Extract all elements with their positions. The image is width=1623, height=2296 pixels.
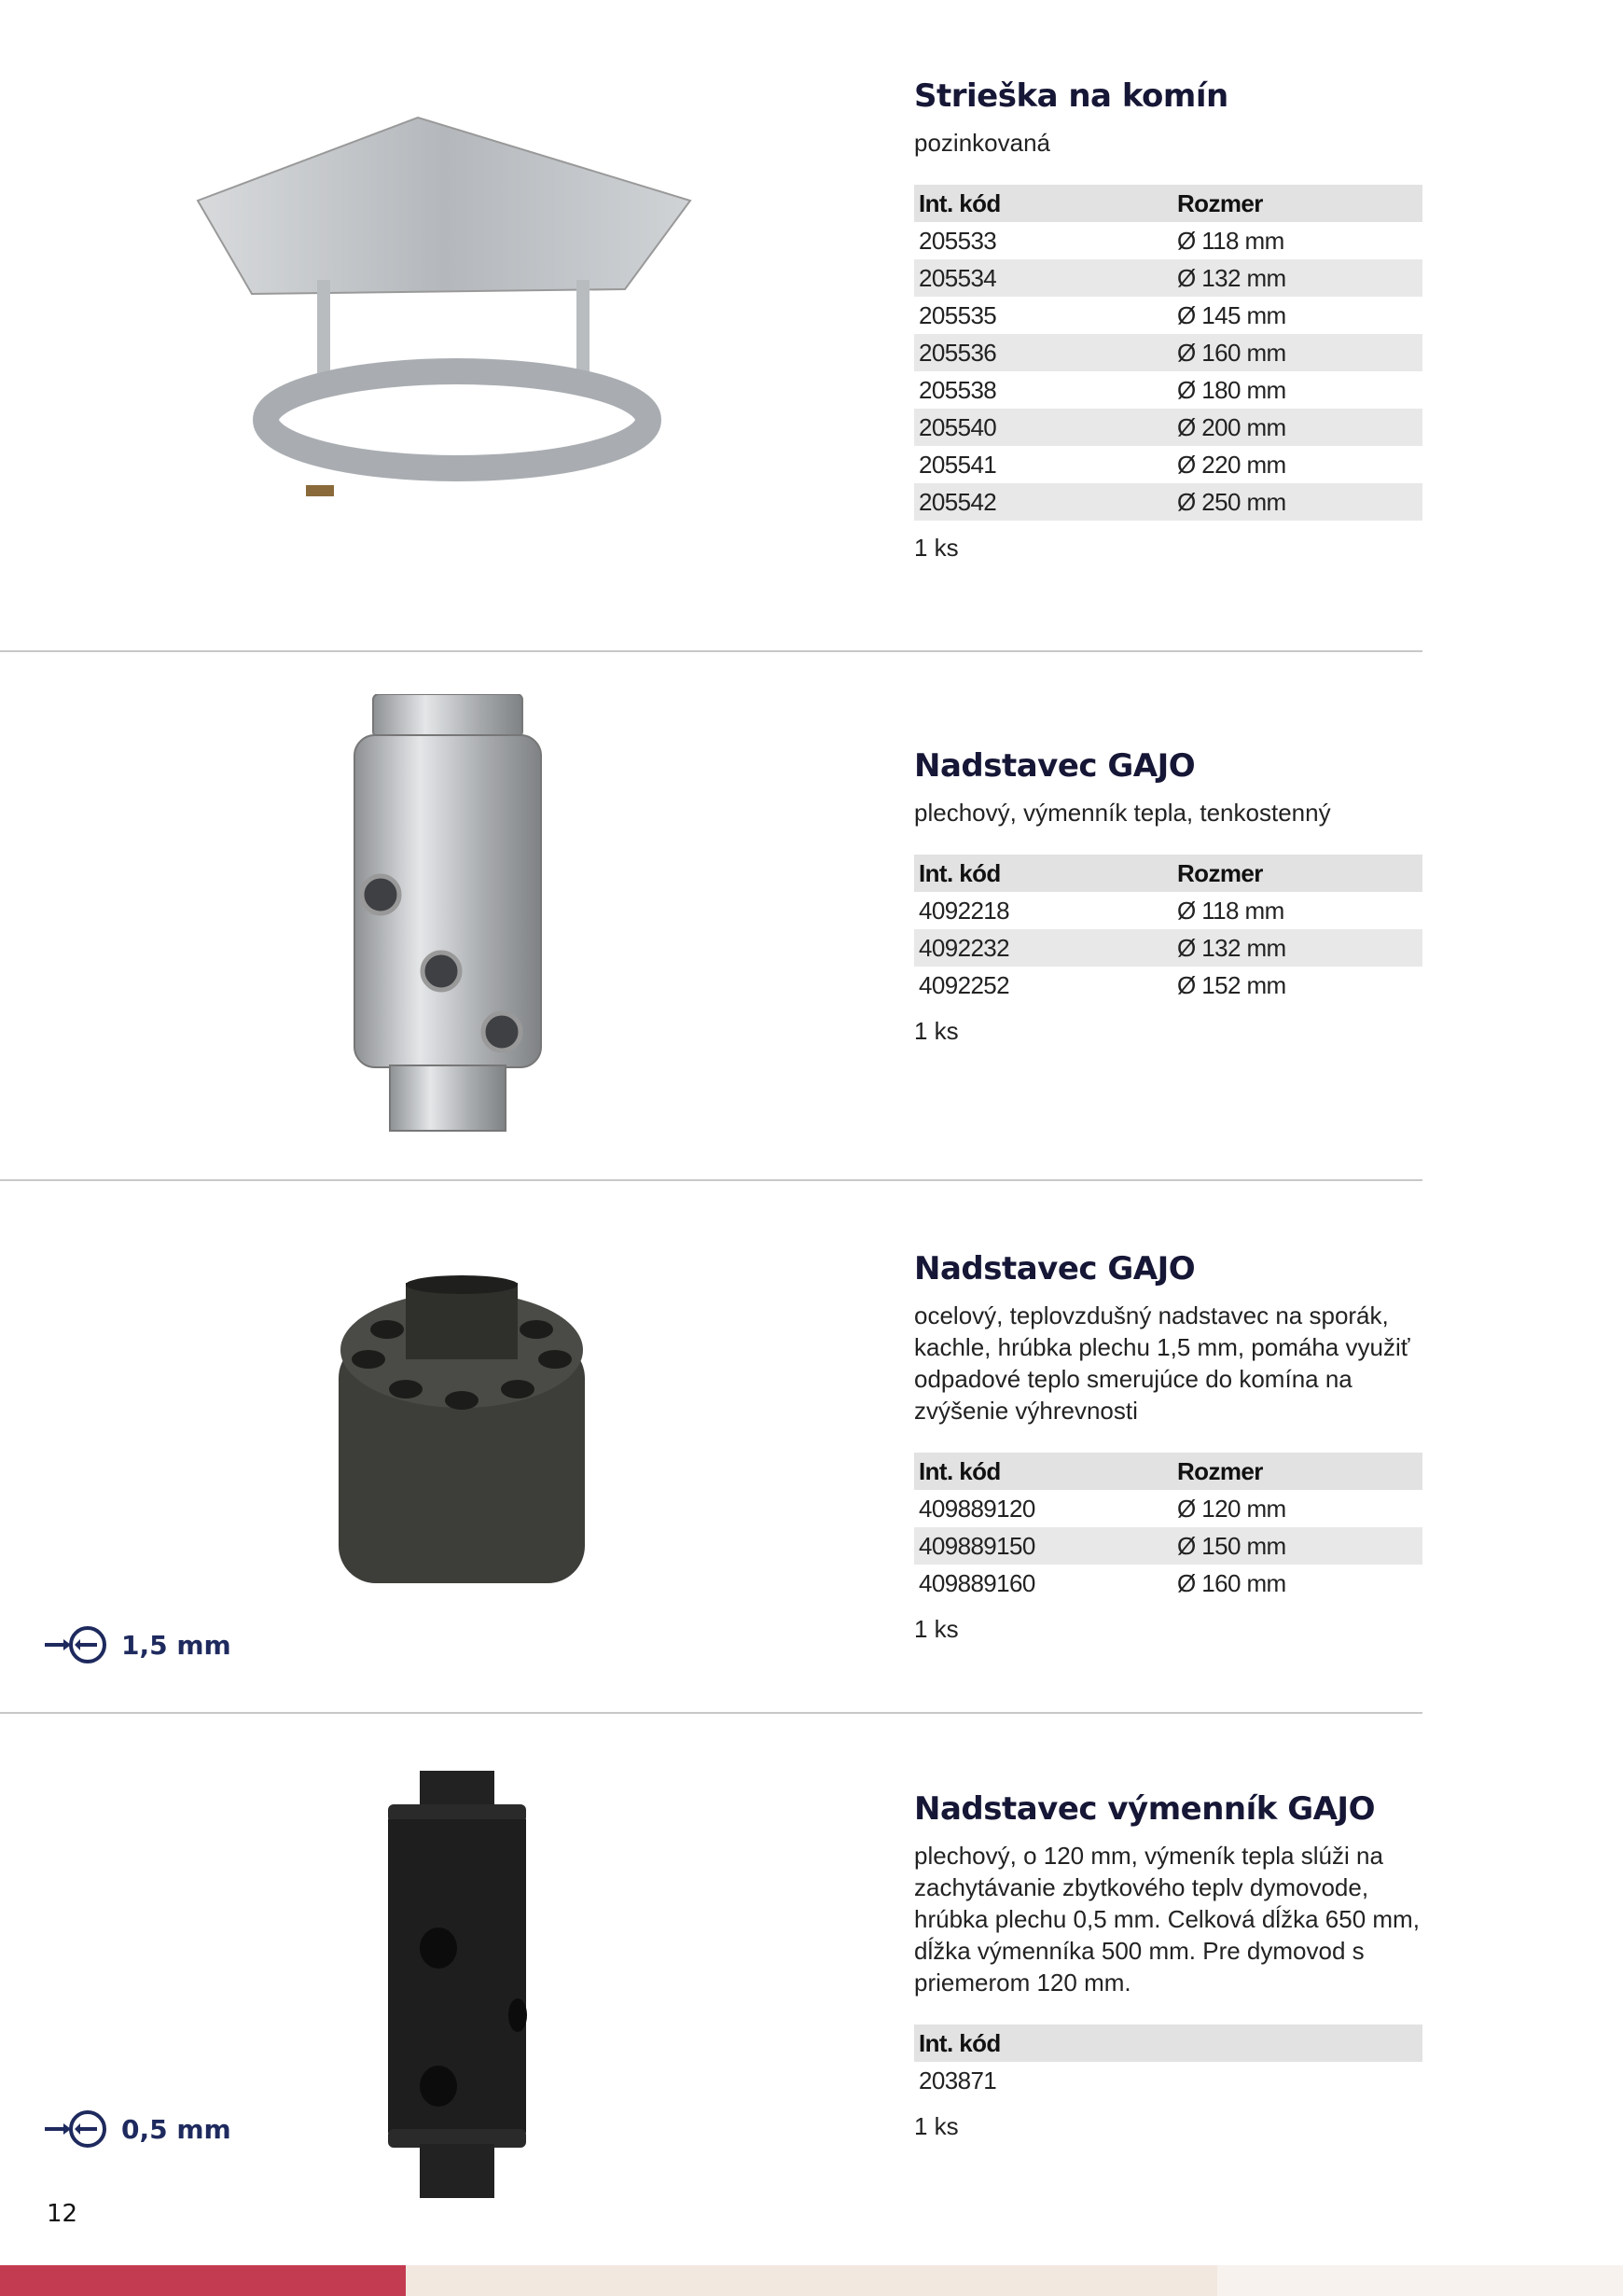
table-row bbox=[914, 2062, 1422, 2099]
table-row bbox=[914, 446, 1422, 483]
table-row bbox=[914, 1490, 1422, 1527]
size-cell: Ø 250 mm bbox=[1172, 483, 1422, 521]
table-row bbox=[914, 409, 1422, 446]
code-cell: 205534 bbox=[914, 259, 1172, 297]
table-row bbox=[914, 222, 1422, 259]
code-cell: 409889160 bbox=[919, 1569, 1035, 1597]
thickness-icon bbox=[43, 1624, 108, 1665]
code-cell: 205540 bbox=[914, 409, 1172, 446]
product-title: Nadstavec GAJO bbox=[914, 1250, 1196, 1287]
code-cell: 205535 bbox=[919, 301, 997, 329]
code-cell: 205541 bbox=[919, 451, 997, 479]
footer-bar-2 bbox=[406, 2265, 812, 2296]
code-cell: 4092218 bbox=[919, 897, 1010, 925]
code-cell: 203871 bbox=[919, 2066, 997, 2094]
header-code: Int. kód bbox=[914, 855, 1172, 892]
table-row bbox=[914, 1565, 1422, 1602]
header-size: Rozmer bbox=[1172, 1453, 1422, 1490]
table-row bbox=[914, 967, 1422, 1004]
header-size: Rozmer bbox=[1172, 855, 1422, 892]
section-divider bbox=[0, 1712, 1422, 1714]
table-row bbox=[914, 1527, 1422, 1565]
spec-table bbox=[914, 185, 1422, 521]
thickness-badge bbox=[43, 1624, 231, 1665]
table-row bbox=[914, 297, 1422, 334]
product-subtitle: plechový, o 120 mm, výmeník tepla slúži na zachytávanie zbytkového teplv dymovode, hrúbka plechu 0,5 mm. Celková dĺžka 650 mm, dĺžka výmenníka 500 mm. Pre dymovod s priemerom 120 mm. bbox=[914, 1842, 1420, 1997]
footer-bar-4 bbox=[1217, 2265, 1623, 2296]
product-title: Nadstavec výmenník GAJO bbox=[914, 1790, 1375, 1828]
page-number: 12 bbox=[47, 2200, 78, 2228]
table-row bbox=[914, 892, 1422, 929]
code-cell: 205533 bbox=[919, 227, 997, 255]
table-row bbox=[914, 259, 1422, 297]
size-cell: Ø 120 mm bbox=[1177, 1495, 1286, 1523]
chimney-cap-image bbox=[187, 112, 709, 541]
size-cell: Ø 145 mm bbox=[1177, 301, 1286, 329]
spec-table bbox=[914, 855, 1422, 1004]
code-cell: 409889150 bbox=[914, 1527, 1172, 1565]
size-cell: Ø 152 mm bbox=[1177, 971, 1286, 999]
section-divider bbox=[0, 1179, 1422, 1181]
size-cell: Ø 118 mm bbox=[1177, 227, 1284, 255]
heat-exchanger-image bbox=[345, 694, 550, 1142]
code-cell: 205536 bbox=[914, 334, 1172, 371]
spec-table bbox=[914, 1453, 1422, 1602]
code-cell: 205538 bbox=[919, 376, 997, 404]
code-cell: 409889120 bbox=[919, 1495, 1035, 1523]
footer-bar-3 bbox=[812, 2265, 1217, 2296]
product-subtitle: plechový, výmenník tepla, tenkostenný bbox=[914, 799, 1331, 827]
table-row bbox=[914, 371, 1422, 409]
quantity: 1 ks bbox=[914, 534, 959, 562]
quantity: 1 ks bbox=[914, 1017, 959, 1045]
spec-table bbox=[914, 2025, 1422, 2099]
header-code: Int. kód bbox=[914, 185, 1172, 222]
footer-bar-1 bbox=[0, 2265, 406, 2296]
code-cell: 205542 bbox=[914, 483, 1172, 521]
code-cell: 4092232 bbox=[914, 929, 1172, 967]
thickness-label: 0,5 mm bbox=[121, 2113, 231, 2145]
size-cell: Ø 118 mm bbox=[1177, 897, 1284, 925]
quantity: 1 ks bbox=[914, 2112, 959, 2140]
thickness-icon bbox=[43, 2108, 108, 2150]
quantity: 1 ks bbox=[914, 1615, 959, 1643]
product-subtitle: ocelový, teplovzdušný nadstavec na sporák, kachle, hrúbka plechu 1,5 mm, pomáha využiť odpadové teplo smerujúce do komína na zvýšenie výhrevnosti bbox=[914, 1301, 1410, 1425]
steel-extension-image bbox=[331, 1275, 592, 1611]
header-code: Int. kód bbox=[914, 2025, 1422, 2062]
table-row bbox=[914, 483, 1422, 521]
size-cell: Ø 160 mm bbox=[1172, 334, 1422, 371]
size-cell: Ø 150 mm bbox=[1172, 1527, 1422, 1565]
section-divider bbox=[0, 650, 1422, 652]
size-cell: Ø 200 mm bbox=[1172, 409, 1422, 446]
thickness-badge bbox=[43, 2108, 231, 2150]
size-cell: Ø 160 mm bbox=[1177, 1569, 1286, 1597]
code-cell: 4092252 bbox=[919, 971, 1010, 999]
size-cell: Ø 220 mm bbox=[1177, 451, 1286, 479]
header-size: Rozmer bbox=[1172, 185, 1422, 222]
table-row bbox=[914, 929, 1422, 967]
product-subtitle: pozinkovaná bbox=[914, 129, 1050, 157]
thickness-label: 1,5 mm bbox=[121, 1629, 231, 1661]
header-code: Int. kód bbox=[914, 1453, 1172, 1490]
table-row bbox=[914, 334, 1422, 371]
size-cell: Ø 180 mm bbox=[1177, 376, 1286, 404]
exchanger-pipe-image bbox=[382, 1771, 532, 2200]
product-title: Strieška na komín bbox=[914, 77, 1228, 115]
size-cell: Ø 132 mm bbox=[1172, 929, 1422, 967]
product-title: Nadstavec GAJO bbox=[914, 747, 1196, 785]
size-cell: Ø 132 mm bbox=[1172, 259, 1422, 297]
